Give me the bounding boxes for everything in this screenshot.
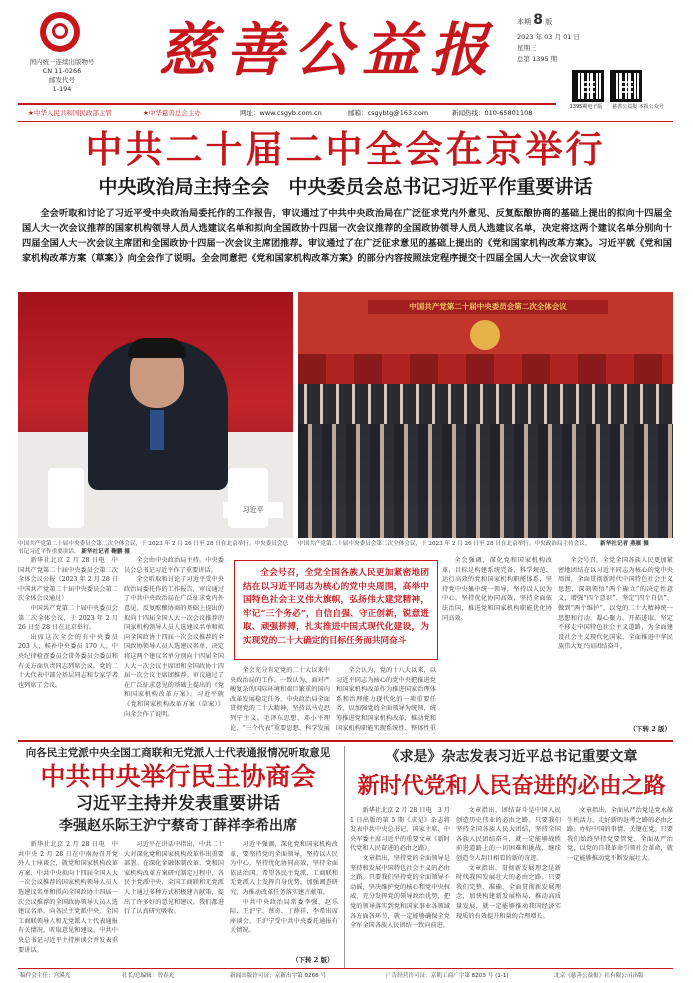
epaper-qr-code[interactable] [572,70,604,102]
story2-col-1: 新华社北京 2 月 28 日电 中共中央 2 月 28 日在中南海召开党外人士座谈会，就党和国家机构改革方案、中共中央拟向十四届全国人大一次会议推荐的国家机构领导人员人选建议名单和拟向全国政协十四届一次会议推荐的全国政协领导人员人选建议名单，向各民主党派中央、全国工商联领导人和无党派人士代表通报有关情况，听取意见和建议。中共中央总书记习近平主持座谈会并发表重要讲话。 [18,841,118,954]
plenary-banner: 中国共产党第二十届中央委员会第二次全体会议 [368,300,608,314]
story2-subhead: 习近平主持并发表重要讲话 [76,794,280,814]
story2-continued: （下转 2 版） [292,956,334,964]
footer-publisher: 社长/总编辑：曾春光 [122,973,175,979]
speaker-nameplate: 习近平 [223,502,283,518]
plenary-photo [298,292,673,538]
story2-subhead2: 李强赵乐际王沪宁蔡奇丁薛祥李希出席 [59,818,297,834]
callout-text: 全会号召，全党全国各族人民更加紧密地团结在以习近平同志为核心的党中央周围，高举中国特色社会主义伟大旗帜，弘扬伟大建党精神，牢记“三个务必”，自信自强、守正创新，锐意进取、顽强拼搏，扎实推进中国式现代化建设，为实现党的二十大确定的目标任务而共同奋斗 [243,568,429,646]
lead-summary: 全会听取和讨论了习近平受中央政治局委托作的工作报告，审议通过了中共中央政治局在广泛征求党内外意见、反复酝酿协商的基础上提出的拟向十四届全国人大一次会议推荐的国家机构领导人员人选建议名单和拟向全国政协十四届一次会议推荐的全国政协领导人员人选建议名单，决定将这两个建议名单分别向十四届全国人大一次会议主席团和全国政协十四届一次会议主席团推荐。审议通过了在广泛征求意见的基础上提出的《党和国家机构改革方案》。习近平就《党和国家机构改革方案（草案）》向全会作了说明。全会同意把《党和国家机构改革方案》的部分内容按照法定程序提交十四届全国人大一次会议审议 [22,208,672,264]
story3-headline: 新时代党和人民奋进的必由之路 [357,773,666,799]
party-emblem-icon [470,320,500,350]
story3-kicker: 《求是》杂志发表习近平总书记重要文章 [385,749,638,765]
lead-body [18,556,673,734]
story2-kicker: 向各民主党派中央全国工商联和无党派人士代表通报情况听取意见 [25,747,331,759]
host-label: ★中华慈善总会主办 [143,109,201,117]
photo1-caption: 中国共产党第二十届中央委员会第二次全体会议，于 2023 年 2 月 26 日至 28 日在北京举行。中央委员会总书记习近平作重要讲话。 新华社记者 鞠鹏 摄 [18,541,289,555]
registration-block: 国内统一连续出版物号 CN 11-0266 邮发代号 1-194 [29,58,95,93]
masthead-bottom-rule [18,121,673,122]
issue-info: 本期 8 版 2023 年 03 月 01 日 星期三 总第 1395 期 [517,12,580,63]
lead-headline: 中共二十届二中全会在京举行 [85,127,606,171]
epaper-qr-caption: 1395期电子版 [569,104,603,110]
hotline-label: 新闻热线：010-65801108 [452,109,533,117]
website-link[interactable]: 网址：www.csgyb.com.cn [240,109,322,117]
story2-col-2: 习近平在讲话中指出，中共二十大对深化党和国家机构改革作出重要部署。在深化金融体制改革、党和国家机构改革方案研究制定过程中，各民主党派中央、全国工商联和无党派人士通过多种方式积极建言献策，提出了许多好的意见和建议，我们都进行了认真研究吸收。 [124,841,224,916]
footer-rule [18,968,673,969]
callout-box [234,560,438,660]
lead-body-col-1: 新华社北京 2 月 28 日电 中国共产党第二十届中央委员会第二次全体会议公报（2023 年 2 月 28 日中国共产党第二十届中央委员会第二次全体会议通过） 中国共产党第二十届中央委员会第二次全体会议，于 2023 年 2 月 26 日至 28 日在北京举行。 出席这次全会的有中央委员 203 人，候补中央委员 170 人。中央纪律检查委员会常务委员会委员和有关方面负责同志列席会议。党的二十大代表中部分基层同志和专家学者也列席了会议。 [18,557,118,689]
lead-body-col-3: 全会充分肯定党的二十大以来中央政治局的工作。一致认为，面对严峻复杂的国际环境和艰巨繁重的国内改革发展稳定任务，中央政治局全面贯彻党的二十大精神，坚持以马克思列宁主义、毛泽东思想、邓小平理论、“三个代表”重要思想、科学发展 [230,667,330,732]
email-link[interactable]: 邮箱：csgybtg@163.com [348,109,429,117]
story3-col-2: 文章指出，团结奋斗是中国人民创造历史伟业的必由之路。只要我们坚持全国各族人民大团结，坚持全国各族人民团结奋斗，就一定能够战胜前进道路上的一切困难和挑战，继续创造令人刮目相看的新的奇迹。 文章指出，贯彻新发展理念是新时代我国发展壮大的必由之路。只要我们完整、准确、全面贯彻新发展理念，加快构建新发展格局，推动高质量发展，就一定能够推动我国经济实现质的有效提升和量的合理增长。 [456,807,561,920]
lead-body-col-5: 全会强调，深化党和国家机构改革，目标是构建系统完备、科学规范、运行高效的党和国家机构职能体系，坚持党中央集中统一领导，坚持以人民为中心，坚持优化协同高效，坚持全面依法治国，推进党和国家机构职能优化协同高效。 [442,557,552,622]
wechat-qr-caption: 慈善公益报 本报公众号 [612,104,664,110]
lead-continued: （下转 2 版） [629,725,671,733]
section-rule [18,740,673,742]
lead-body-col-2: 全会由中央政治局主持。中央委员会总书记习近平作了重要讲话。 全会听取和讨论了习近平受中央政治局委托作的工作报告，审议通过了中共中央政治局在广泛征求党内外意见、反复酝酿协商的基础上提出的拟向十四届全国人大一次会议推荐的国家机构领导人员人选建议名单和拟向全国政协十四届一次会议推荐的全国政协领导人员人选建议名单，决定将这两个建议名单分别向十四届全国人大一次会议主席团和全国政协十四届一次会议主席团推荐。审议通过了在广泛征求意见的基础上提出的《党和国家机构改革方案》。习近平就《党和国家机构改革方案（草案）》向全会作了说明。 [124,557,224,718]
newspaper-title: 慈善公益报 [158,16,499,84]
sponsor-label: ★中华人民共和国民政部主管 [28,109,112,117]
lead-body-col-4: 全会认为，党的十八大以来，以习近平同志为核心的党中央把推进党和国家机构改革作为推进国家治理体系和治理能力现代化的一项重要任务，以加强党的全面领导为统领，统筹推进党和国家机构改革，推动党和国家机构职能实现系统性、整体性重 [336,667,436,732]
footer-company: 北京《慈善公益报》社有限公司出版 [554,973,644,979]
masthead-info-bar [18,107,556,119]
speaker-photo [18,292,293,538]
lead-subhead: 中央政治局主持全会 中央委员会总书记习近平作重要讲话 [98,176,593,198]
story3-col-1: 新华社北京 2 月 28 日电 3 月 1 日出版的第 5 期《求是》杂志将发表中共中央总书记、国家主席、中央军委主席习近平的重要文章《新时代党和人民奋进的必由之路》。 文章指出，坚持党的全面领导是坚持和发展中国特色社会主义的必由之路。只要我们坚持党的全面领导不动摇，坚决维护党的核心和党中央权威，充分发挥党的领导政治优势，把党的领导落实到党和国家事业各领域各方面各环节，就一定能够确保全党全军全国各族人民团结一致向前进。 [350,807,450,930]
column-divider [344,746,345,968]
story2-col-3: 习近平强调，深化党和国家机构改革，要坚持党的全面领导，坚持以人民为中心，坚持优化协同高效，坚持全面依法治国。希望各民主党派、工商联和无党派人士发挥自身优势，加强调查研究，为推动改革任务落实建言献策。 中共中央政治局常委李强、赵乐际、王沪宁、蔡奇、丁薛祥、李希出席座谈会。王沪宁受中共中央委托通报有关情况。 [230,841,338,935]
footer-press-license: 新闻出版许可证：京新出字第 0266 号 [230,973,327,979]
wechat-qr-code[interactable] [610,70,642,102]
photo2-caption: 中国共产党第二十届中央委员会第二次全体会议，于 2023 年 2 月 26 日至 28 日在北京举行。中央政治局主持会议。 新华社记者 燕雁 摄 [298,541,649,547]
masthead-rule [18,103,556,105]
newspaper-emblem [40,12,80,52]
story2-headline: 中共中央举行民主协商会 [40,762,316,791]
lead-body-col-6: 全会号召，全党全国各族人民更加紧密地团结在以习近平同志为核心的党中央周围，全面贯彻新时代中国特色社会主义思想，深刻领悟“两个确立”的决定性意义，增强“四个意识”、坚定“四个自信”、做到“两个维护”，以党的二十大精神统一思想和行动，凝心聚力，开拓进取，坚定不移走中国特色社会主义道路，为全面建设社会主义现代化国家、全面推进中华民族伟大复兴而团结奋斗。 [558,557,673,651]
footer-editor: 稿件会主任：宫溪光 [20,973,71,979]
footer [18,970,673,982]
story3-col-3: 文章指出，全面从严治党是党永葆生机活力、走好新的赶考之路的必由之路。办好中国的事情，关键在党。只要我们始终坚持党要管党、全面从严治党，以党的自我革命引领社会革命，就一定能够推动党不断发展壮大。 [567,807,673,862]
footer-ad-license: 广告经营许可证：京朝工商广字第 8203 号 (1-1) [386,973,509,979]
